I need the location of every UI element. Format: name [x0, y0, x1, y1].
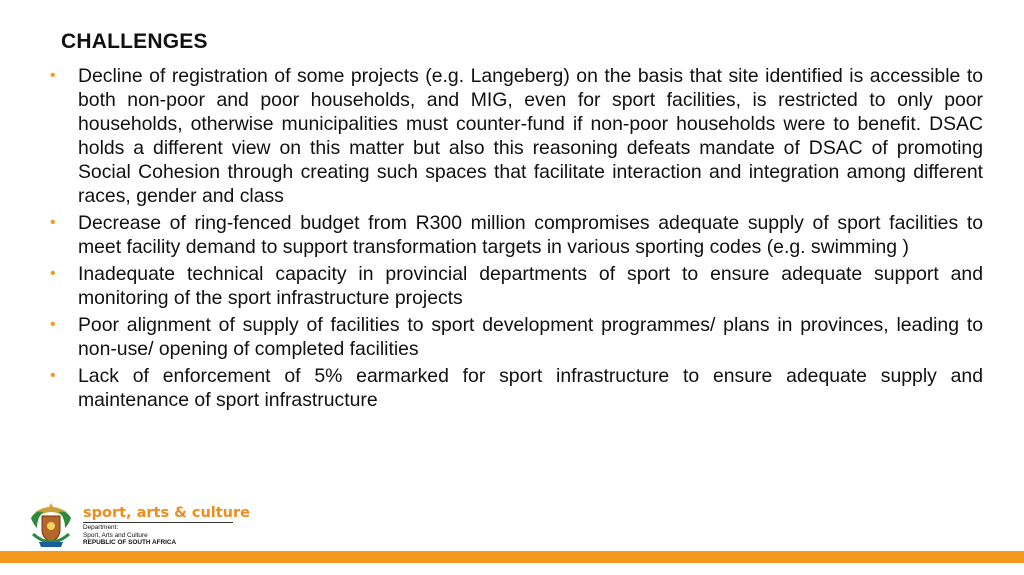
bullet-item — [50, 313, 983, 361]
bullet-item — [50, 211, 983, 259]
bullet-icon: • — [50, 67, 56, 84]
bullet-text: Decline of registration of some projects (e.g. Langeberg) on the basis that site identified is accessible to both non-poor and poor households, and MIG, even for sport facilities, is restricted to only poor households, otherwise municipalities must counter-fund if non-poor households were to benefit. DSAC holds a different view on this matter but also this reasoning defeats mandate of DSAC of promoting Social Cohesion through creating such spaces that facilitate interaction and integration among different races, gender and class — [78, 65, 983, 207]
bullet-icon: • — [50, 367, 56, 384]
dept-line-2: Sport, Arts and Culture — [83, 531, 148, 539]
coat-of-arms-icon — [25, 500, 77, 550]
bullet-item — [50, 64, 983, 208]
bullet-text: Decrease of ring-fenced budget from R300 million compromises adequate supply of sport facilities to meet facility demand to support transformation targets in various sporting codes (e.g. swimming ) — [78, 212, 983, 258]
bullet-icon: • — [50, 316, 56, 333]
bullet-text: Poor alignment of supply of facilities to sport development programmes/ plans in provinces, leading to non-use/ opening of completed facilities — [78, 314, 983, 360]
bullet-text: Inadequate technical capacity in provincial departments of sport to ensure adequate support and monitoring of the sport infrastructure projects — [78, 263, 983, 309]
bullet-icon: • — [50, 214, 56, 231]
bullet-icon: • — [50, 265, 56, 282]
bullet-text: Lack of enforcement of 5% earmarked for sport infrastructure to ensure adequate supply and maintenance of sport infrastructure — [78, 365, 983, 411]
footer-accent-bar — [0, 551, 1024, 563]
brand-name: sport, arts & culture — [83, 505, 250, 521]
slide-title: CHALLENGES — [61, 30, 208, 53]
dept-line-3: REPUBLIC OF SOUTH AFRICA — [83, 539, 177, 546]
brand-divider — [83, 522, 233, 523]
bullet-item — [50, 262, 983, 310]
department-text — [83, 524, 176, 547]
challenges-list — [50, 64, 983, 415]
bullet-item — [50, 364, 983, 412]
dept-line-1: Department: — [83, 524, 119, 531]
